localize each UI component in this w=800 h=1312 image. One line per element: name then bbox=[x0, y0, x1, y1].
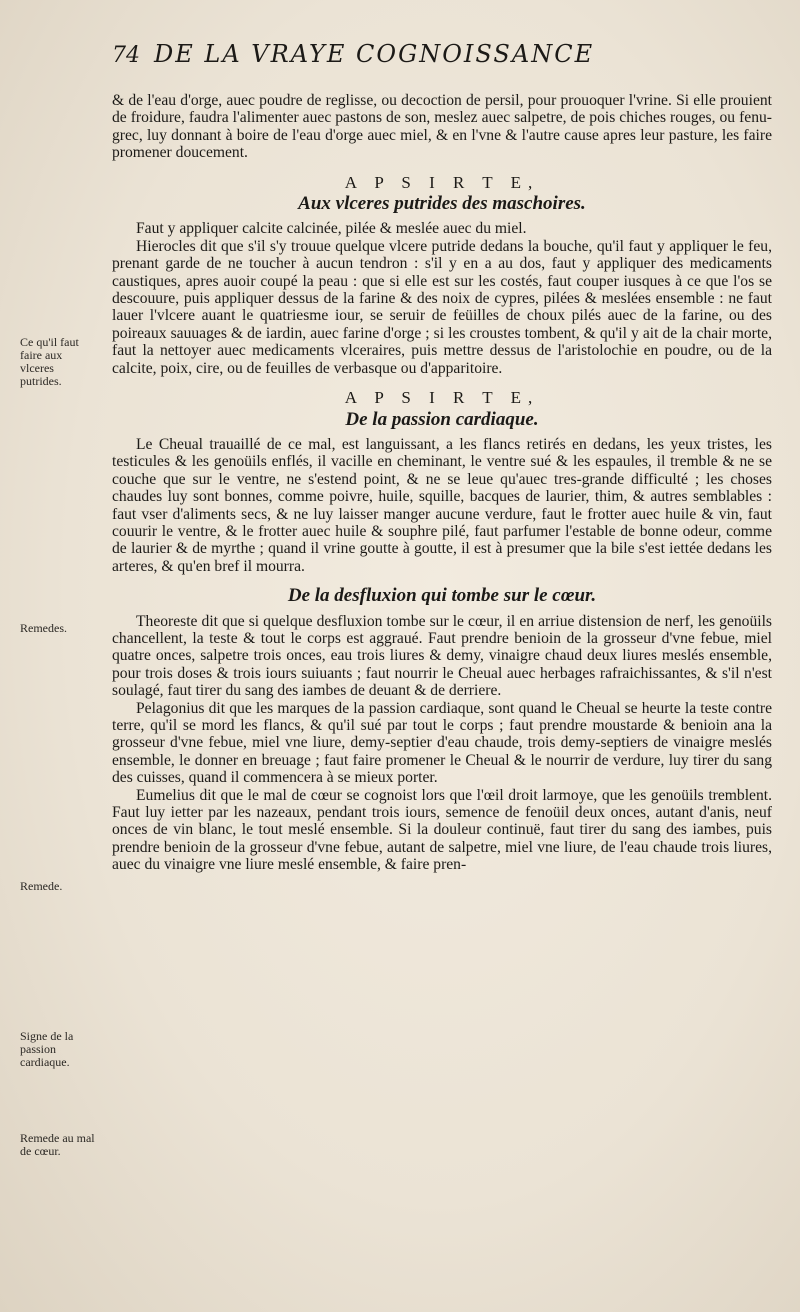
section-title-apsirte-2: A P S I R T E, bbox=[344, 388, 540, 408]
margin-note-signe: Signe de la passion cardiaque. bbox=[20, 1029, 74, 1069]
section-subtitle-cardiac: De la passion cardiaque. bbox=[345, 408, 539, 430]
paragraph: Eumelius dit que le mal de cœur se cognoist lors que l'œil droit larmoye, que les genoüils tremblent. Faut luy ietter par les nazeaux, pendant trois iours, semence de fenoüil deux onces, autant d'anis, neuf onces de vin blanc, le tout meslé ensemble. Si la douleur continuë, faut tirer du sang des iambes, puis prendre benioin de la grosseur d'vne febue, autant de salpetre, miel vne liure, de l'eau chaude trois liures, auec du vinaigre vne liure meslé ensemble, & faire pren- bbox=[112, 786, 772, 874]
paragraph: Le Cheual trauaillé de ce mal, est languissant, a les flancs retirés en dedans, les yeux tristes, les testicules & les genoüils enflés, il vacille en cheminant, le ventre sué & les espaules, il tremble & ne se couche que sur le ventre, ne s'estend point, & ne se leue qu'auec tres-grande difficulté ; les choses chaudes luy sont bonnes, comme poivre, huile, squille, bacques de laurier, thim, & autres semblables : faut vser d'aliments secs, & ne luy laisser manger aucune verdure, faut le frotter auec huile & vin, faut couurir le ventre, & le frotter auec huile & souphre pilé, faut parfumer l'estable de bonne odeur, comme de laurier & de myrthe ; quand il vrine goutte à goutte, il est à presumer que la bile s'est iettée dedans les arteres, & qu'en bref il mourra. bbox=[112, 435, 772, 575]
running-title: DE LA VRAYE COGNOISSANCE bbox=[154, 40, 595, 68]
paragraph: Faut y appliquer calcite calcinée, pilée & meslée auec du miel. bbox=[136, 220, 527, 238]
section-subtitle-ulcers: Aux vlceres putrides des maschoires. bbox=[298, 193, 586, 215]
paragraph: Theoreste dit que si quelque desfluxion tombe sur le cœur, il en arriue distension de nerf, les genoüils chancellent, la teste & tout le corps est aggraué. Faut prendre benioin de la grosseur d'vne febue, miel quatre onces, salpetre trois onces, eau trois liures & demy, vinaigre chaud deux liures meslés ensemble, pour trois doses & trois iours suiuants ; faut nourrir le Cheual auec herbages rafraichissantes, & s'il n'est soulagé, faut tirer du sang des iambes de deuant & de derriere. bbox=[112, 612, 772, 700]
paragraph: Pelagonius dit que les marques de la passion cardiaque, sont quand le Cheual se heurte la teste contre terre, qu'il se mord les flancs, & qu'il sué par tout le corps ; faut prendre moustarde & benioin ana la grosseur d'vne febue, miel vne liure, demy-septier d'eau chaude, trois demy-septiers de vinaigre meslés ensemble, le donner en breuage ; faut faire promener le Cheual & le nourrir de verdure, luy tirer du sang des cuisses, quand il commencera à se mieux porter. bbox=[112, 699, 772, 787]
margin-note-remede-coeur: Remede au mal de cœur. bbox=[20, 1131, 95, 1158]
margin-note-remede: Remede. bbox=[20, 879, 63, 893]
paragraph: Hierocles dit que s'il s'y trouue quelque vlcere putride dedans la bouche, qu'il faut y appliquer le feu, prenant garde de ne toucher à aucun tendron : s'il y en a au dos, faut y appliquer des medicaments caustiques, apres auoir coupé la peau : que si elle est sur les costés, faut couper iusques à ce que l'os se descouure, puis appliquer dessus de la farine & des noix de cypres, pilées & meslées ensemble : ne faut lauer l'vlcere auant le quatriesme iour, se seruir de feüilles de choux pilés auec de la farine, ou des poireaux sauuages & de iardin, auec farine d'orge ; si les croustes tombent, & qu'il y ait de la chair morte, faut la nettoyer auec medicaments vlceraires, puis mettre dessus de l'aristolochie en poudre, ou de la calcite, poix, cire, ou de feuilles de verbasque ou d'apparitoire. bbox=[112, 237, 772, 377]
main-text bbox=[112, 92, 772, 874]
intro-paragraph: & de l'eau d'orge, auec poudre de reglisse, ou decoction de persil, pour prouoquer l'vrine. Si elle prouient de froidure, faudra l'alimenter auec pastons de son, meslez auec salpetre, de pois chiches rouges, ou fenu-grec, luy donnant à boire de l'eau d'orge auec miel, & en l'vne & l'autre cause apres leur pasture, les faire promener doucement. bbox=[112, 92, 772, 162]
page-header bbox=[112, 40, 772, 68]
section-title-apsirte-1: A P S I R T E, bbox=[344, 172, 540, 192]
margin-note-ulcers: Ce qu'il faut faire aux vlceres putrides. bbox=[20, 335, 79, 388]
page-number: 74 bbox=[112, 43, 140, 68]
margin-note-remedes: Remedes. bbox=[20, 621, 67, 635]
section-heading-desfluxion: De la desfluxion qui tombe sur le cœur. bbox=[287, 585, 597, 607]
